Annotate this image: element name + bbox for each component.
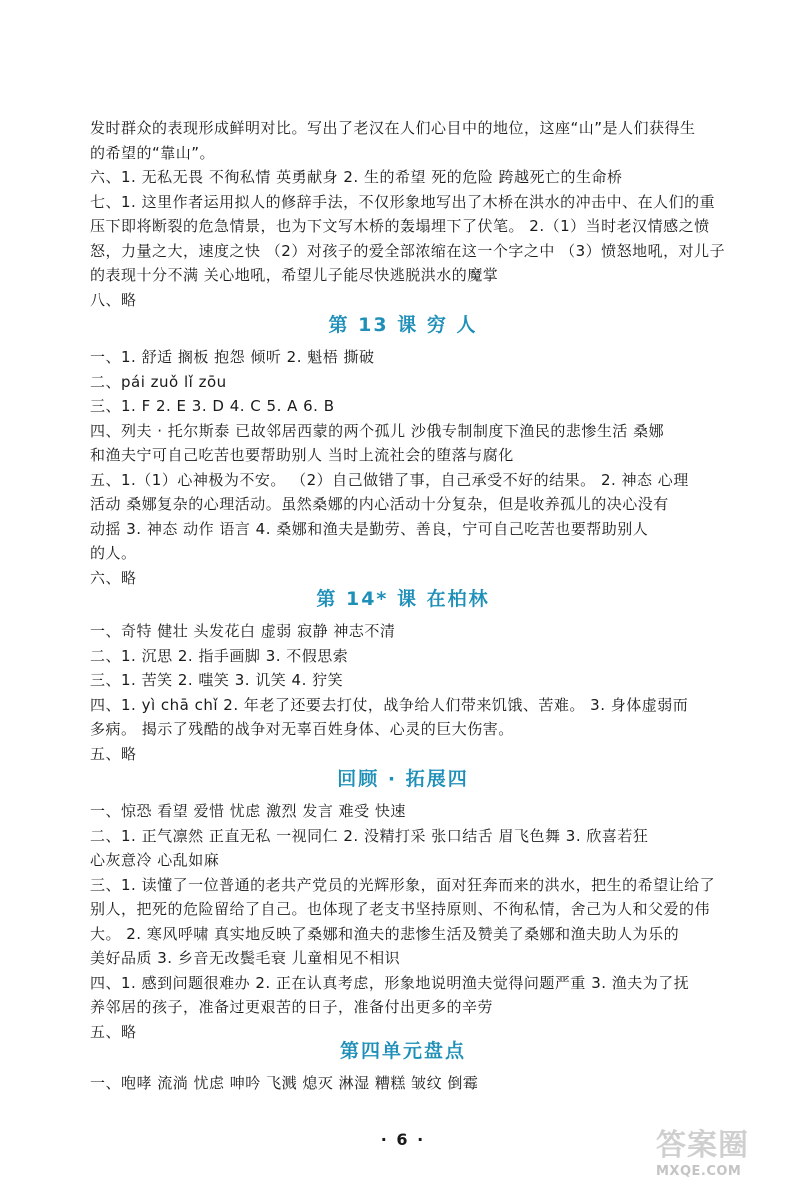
page-number: · 6 · (380, 1130, 426, 1149)
text-line: 别人，把死的危险留给了自己。也体现了老支书坚持原则、不徇私情，舍己为人和父爱的伟 (90, 900, 711, 918)
text-line: 压下即将断裂的危急情景，也为下文写木桥的轰塌埋下了伏笔。 2.（1）当时老汉情感之愤 (90, 217, 710, 235)
text-line: 六、1. 无私无畏 不徇私情 英勇献身 2. 生的希望 死的危险 跨越死亡的生命桥 (90, 168, 623, 186)
text-line: 动摇 3. 神态 动作 语言 4. 桑娜和渔夫是勤劳、善良，宁可自己吃苦也要帮助别人 (90, 519, 649, 538)
text-line: 活动 桑娜复杂的心理活动。虽然桑娜的内心活动十分复杂，但是收养孤儿的决心没有 (90, 495, 669, 513)
lesson-13-section (90, 345, 740, 590)
lesson-13-title: 第 13 课 穷 人 (328, 314, 478, 336)
watermark-url: MXQE.COM (656, 1164, 742, 1179)
text-line: 四、1. 感到问题很难办 2. 正在认真考虑，形象地说明渔夫觉得问题严重 3. 渔夫为了抚 (90, 973, 690, 992)
text-line: 三、1. 苦笑 2. 嗤笑 3. 讥笑 4. 狞笑 (90, 671, 344, 689)
text-line: 多病。 揭示了残酷的战争对无辜百姓身体、心灵的巨大伤害。 (90, 720, 514, 738)
lesson-14-title: 第 14* 课 在柏林 (316, 588, 490, 610)
unit-4-summary-section (90, 1071, 740, 1096)
text-line: 三、1. F 2. E 3. D 4. C 5. A 6. B (90, 397, 335, 415)
text-line: 三、1. 读懂了一位普通的老共产党员的光辉形象，面对狂奔而来的洪水，把生的希望让给了 (90, 875, 716, 894)
text-line: 六、略 (90, 568, 137, 587)
watermark-logo-text: 答案圈 (656, 1128, 749, 1163)
unit-4-summary-title: 第四单元盘点 (339, 1040, 466, 1062)
text-line: 一、奇特 健壮 头发花白 虚弱 寂静 神志不清 (90, 622, 396, 640)
text-line: 一、咆哮 流淌 忧虑 呻吟 飞溅 熄灭 淋湿 糟糕 皱纹 倒霉 (90, 1074, 479, 1092)
text-line: 心灰意冷 心乱如麻 (90, 851, 220, 869)
text-line: 四、列夫 · 托尔斯泰 已故邻居西蒙的两个孤儿 沙俄专制制度下渔民的悲惨生活 桑娜 (90, 421, 665, 440)
intro-section (90, 116, 740, 312)
text-line: 五、1.（1）心神极为不安。 （2）自己做错了事，自己承受不好的结果。 2. 神态 心理 (90, 470, 689, 489)
text-line: 发时群众的表现形成鲜明对比。写出了老汉在人们心目中的地位，这座“山”是人们获得生 (90, 119, 696, 137)
text-line: 五、略 (90, 1022, 137, 1041)
text-line: 的希望的“靠山”。 (90, 143, 216, 162)
text-line: 养邻居的孩子，准备过更艰苦的日子，准备付出更多的辛劳 (90, 998, 494, 1016)
text-line: 的人。 (90, 544, 137, 562)
text-line: 大。 2. 寒风呼啸 真实地反映了桑娜和渔夫的悲惨生活及赞美了桑娜和渔夫助人为乐的 (90, 924, 680, 943)
review-4-section (90, 799, 740, 1044)
text-line: 四、1. yì chā chǐ 2. 年老了还要去打仗，战争给人们带来饥饿、苦难。 3. 身体虚弱而 (90, 695, 689, 714)
text-line: 一、1. 舒适 搁板 抱怨 倾听 2. 魁梧 撕破 (90, 348, 375, 366)
lesson-14-section (90, 619, 740, 766)
text-line: 二、pái zuǒ lǐ zōu (90, 372, 227, 391)
review-4-title: 回顾 · 拓展四 (337, 768, 469, 790)
text-line: 二、1. 沉思 2. 指手画脚 3. 不假思索 (90, 646, 349, 665)
text-line: 二、1. 正气凛然 正直无私 一视同仁 2. 没精打采 张口结舌 眉飞色舞 3. 欣喜若狂 (90, 826, 649, 845)
text-line: 怒，力量之大，速度之快 （2）对孩子的爱全部浓缩在这一个字之中 （3）愤怒地吼，对儿子 (90, 241, 726, 260)
text-line: 和渔夫宁可自己吃苦也要帮助别人 当时上流社会的堕落与腐化 (90, 446, 514, 464)
text-line: 一、惊恐 看望 爱惜 忧虑 激烈 发言 难受 快速 (90, 802, 406, 820)
text-line: 美好品质 3. 乡音无改鬓毛衰 儿童相见不相识 (90, 949, 401, 967)
text-line: 八、略 (90, 290, 137, 309)
text-line: 五、略 (90, 744, 137, 763)
watermark-logo (656, 1128, 766, 1190)
text-line: 七、1. 这里作者运用拟人的修辞手法，不仅形象地写出了木桥在洪水的冲击中、在人们的重 (90, 192, 716, 211)
text-line: 的表现十分不满 关心地吼，希望儿子能尽快逃脱洪水的魔掌 (90, 266, 499, 284)
